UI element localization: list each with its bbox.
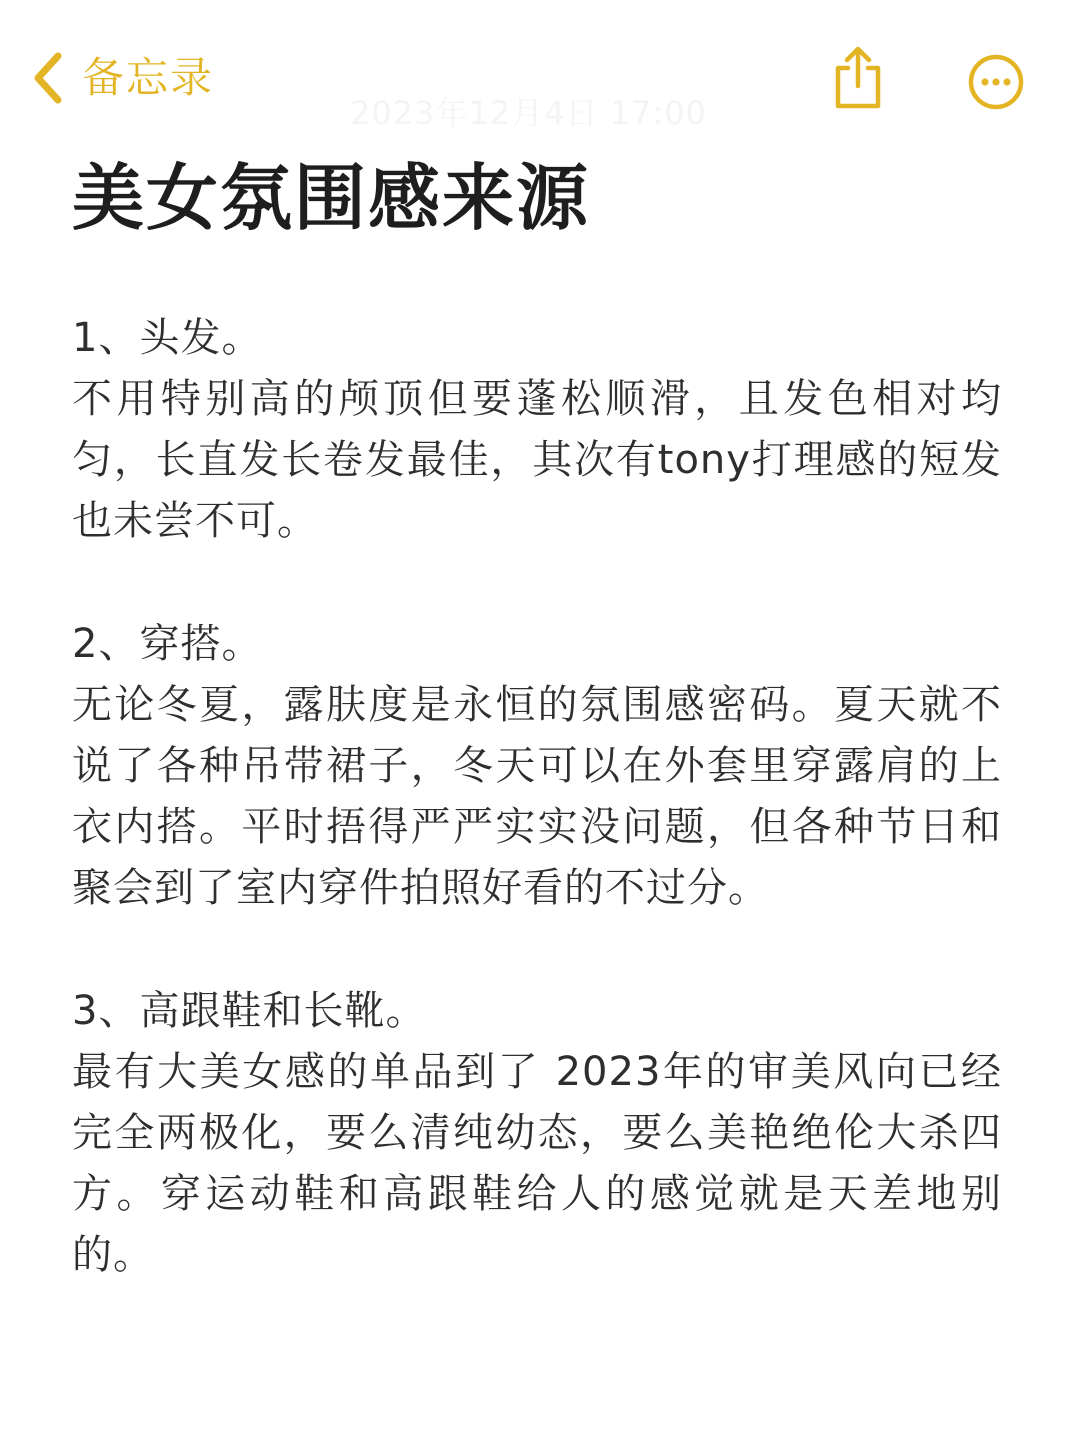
more-options-button[interactable]: [966, 52, 1026, 112]
navigation-bar: [0, 0, 1080, 160]
back-button-label: 备忘录: [82, 53, 215, 102]
note-title: 美女氛围感来源: [72, 156, 591, 240]
note-section-hair: [72, 308, 1002, 552]
section-text: 最有大美女感的单品到了 2023年的审美风向已经完全两极化，要么清纯幼态，要么美艳绝伦大杀四方。穿运动鞋和高跟鞋给人的感觉就是天差地别的。: [72, 1049, 1002, 1278]
note-section-outfit: [72, 614, 1002, 919]
section-heading: 3、高跟鞋和长靴。: [72, 988, 427, 1034]
section-text: 不用特别高的颅顶但要蓬松顺滑，且发色相对均匀，长直发长卷发最佳，其次有tony打理感的短发也未尝不可。: [72, 376, 1002, 544]
note-date: 2023年12月4日 17:00: [350, 94, 707, 132]
section-heading: 1、头发。: [72, 315, 263, 361]
note-body[interactable]: [72, 308, 1002, 1348]
section-heading: 2、穿搭。: [72, 621, 263, 667]
chevron-left-icon: [30, 50, 64, 106]
share-button[interactable]: [830, 44, 886, 112]
more-icon: [966, 52, 1026, 112]
note-section-shoes: [72, 981, 1002, 1286]
back-button[interactable]: [30, 50, 214, 106]
share-icon: [830, 44, 886, 112]
section-text: 无论冬夏，露肤度是永恒的氛围感密码。夏天就不说了各种吊带裙子，冬天可以在外套里穿露肩的上衣内搭。平时捂得严严实实没问题，但各种节日和聚会到了室内穿件拍照好看的不过分。: [72, 682, 1002, 911]
